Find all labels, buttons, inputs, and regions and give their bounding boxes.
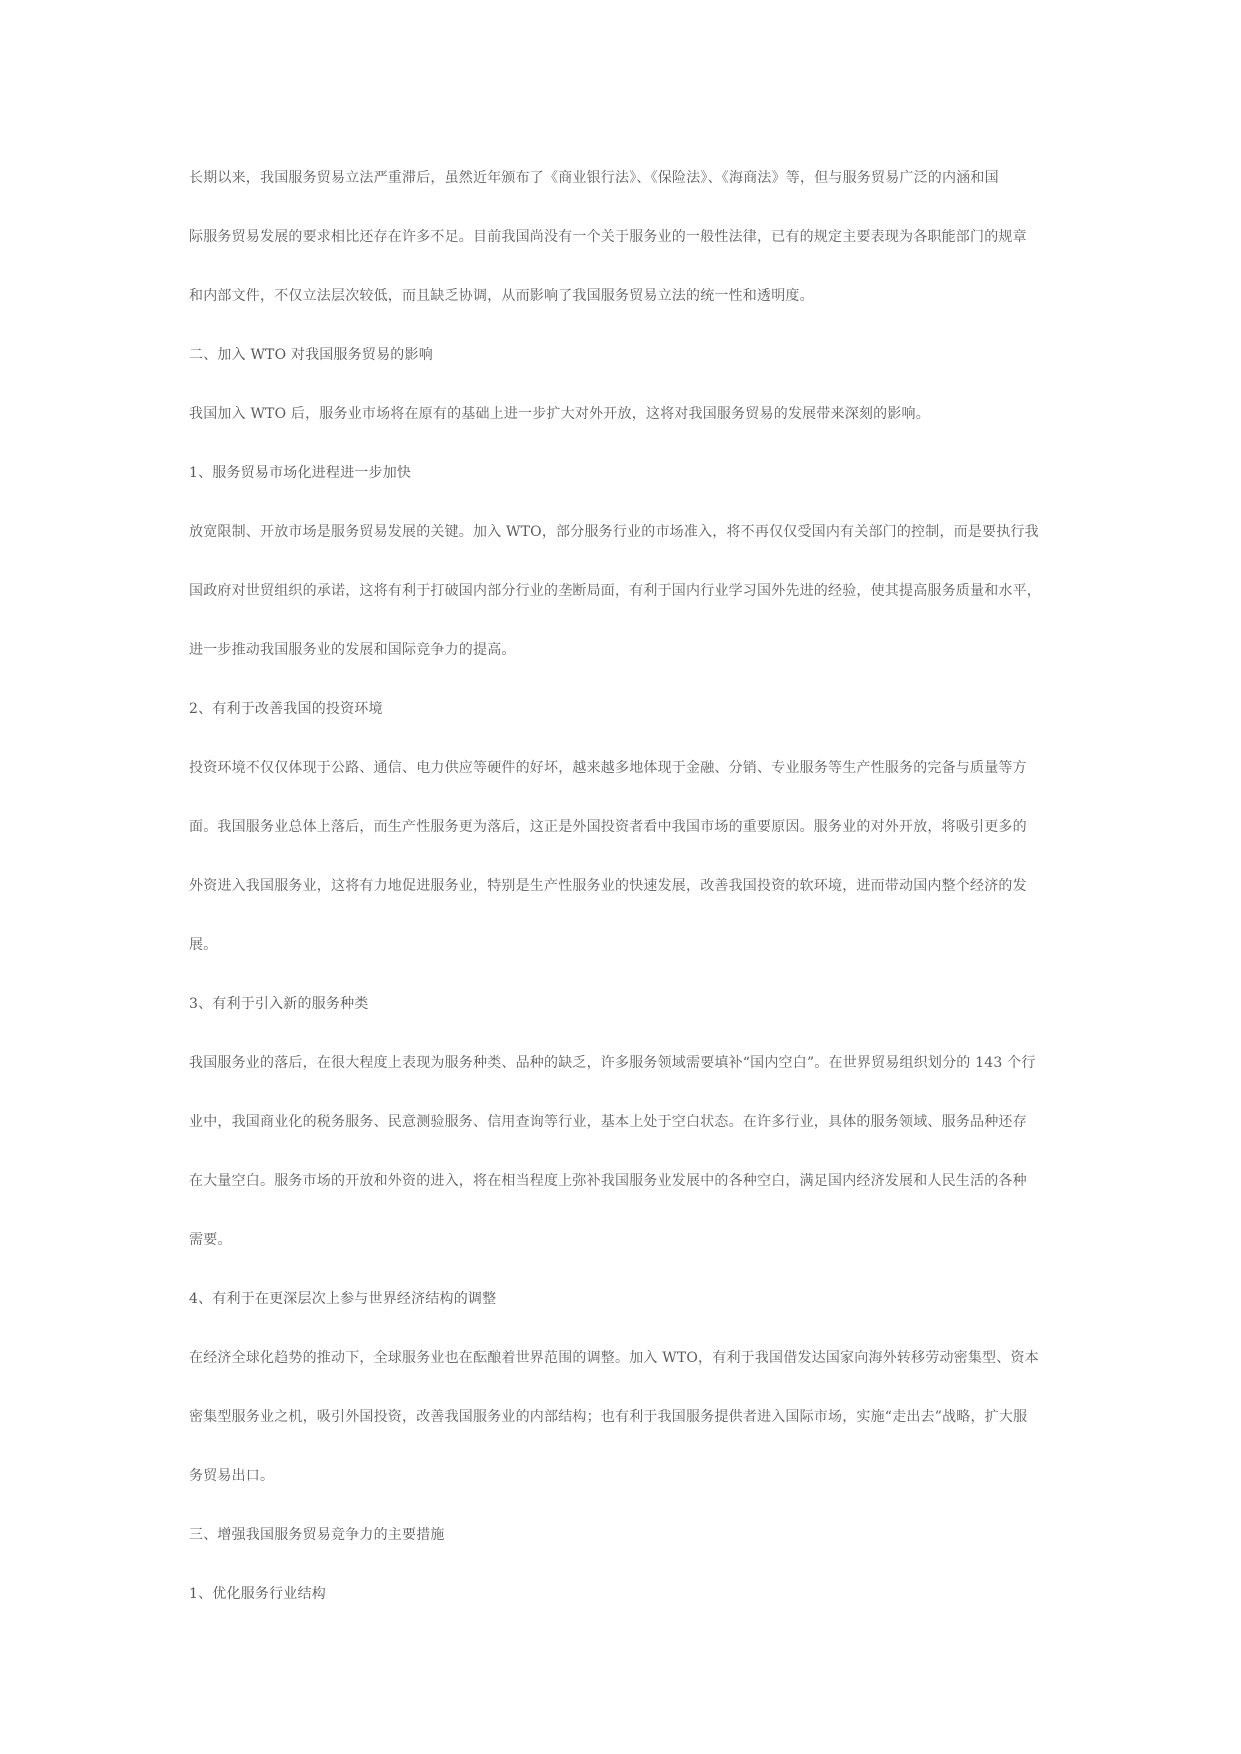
- paragraph-line: 长期以来，我国服务贸易立法严重滞后，虽然近年颁布了《商业银行法》、《保险法》、《海商法》等，但与服务贸易广泛的内涵和国: [189, 170, 999, 186]
- paragraph-line: 际服务贸易发展的要求相比还存在许多不足。目前我国尚没有一个关于服务业的一般性法律，已有的规定主要表现为各职能部门的规章: [189, 229, 1027, 245]
- paragraph-line: 外资进入我国服务业，这将有力地促进服务业，特别是生产性服务业的快速发展，改善我国投资的软环境，进而带动国内整个经济的发: [189, 878, 1027, 894]
- paragraph-line: 需要。: [189, 1232, 232, 1248]
- subsection-heading: 3、有利于引入新的服务种类: [189, 996, 369, 1012]
- paragraph-line: 密集型服务业之机，吸引外国投资，改善我国服务业的内部结构；也有利于我国服务提供者进入国际市场，实施“走出去”战略，扩大服: [189, 1409, 1028, 1425]
- paragraph-line: 放宽限制、开放市场是服务贸易发展的关键。加入 WTO，部分服务行业的市场准入，将不再仅仅受国内有关部门的控制，而是要执行我: [189, 524, 1039, 540]
- paragraph-line: 投资环境不仅仅体现于公路、通信、电力供应等硬件的好坏，越来越多地体现于金融、分销、专业服务等生产性服务的完备与质量等方: [189, 760, 1027, 776]
- subsection-heading: 1、优化服务行业结构: [189, 1586, 326, 1602]
- paragraph-line: 展。: [189, 937, 218, 953]
- paragraph-line: 国政府对世贸组织的承诺，这将有利于打破国内部分行业的垄断局面，有利于国内行业学习国外先进的经验，使其提高服务质量和水平，: [189, 583, 1041, 599]
- paragraph-line: 在大量空白。服务市场的开放和外资的进入，将在相当程度上弥补我国服务业发展中的各种空白，满足国内经济发展和人民生活的各种: [189, 1173, 1027, 1189]
- subsection-heading: 2、有利于改善我国的投资环境: [189, 701, 383, 717]
- paragraph-line: 和内部文件，不仅立法层次较低，而且缺乏协调，从而影响了我国服务贸易立法的统一性和透明度。: [189, 288, 814, 304]
- paragraph-line: 业中，我国商业化的税务服务、民意测验服务、信用查询等行业，基本上处于空白状态。在许多行业，具体的服务领域、服务品种还存: [189, 1114, 1027, 1130]
- subsection-heading: 4、有利于在更深层次上参与世界经济结构的调整: [189, 1291, 497, 1307]
- section-heading: 三、增强我国服务贸易竞争力的主要措施: [189, 1527, 445, 1543]
- paragraph-line: 在经济全球化趋势的推动下，全球服务业也在酝酿着世界范围的调整。加入 WTO，有利于我国借发达国家向海外转移劳动密集型、资本: [189, 1350, 1039, 1366]
- paragraph-line: 面。我国服务业总体上落后，而生产性服务更为落后，这正是外国投资者看中我国市场的重要原因。服务业的对外开放，将吸引更多的: [189, 819, 1027, 835]
- paragraph-line: 我国加入 WTO 后，服务业市场将在原有的基础上进一步扩大对外开放，这将对我国服务贸易的发展带来深刻的影响。: [189, 406, 930, 422]
- paragraph-line: 进一步推动我国服务业的发展和国际竞争力的提高。: [189, 642, 516, 658]
- section-heading: 二、加入 WTO 对我国服务贸易的影响: [189, 347, 433, 363]
- paragraph-line: 我国服务业的落后，在很大程度上表现为服务种类、品种的缺乏，许多服务领域需要填补“国内空白”。在世界贸易组织划分的 143 个行: [189, 1055, 1036, 1071]
- paragraph-line: 务贸易出口。: [189, 1468, 275, 1484]
- subsection-heading: 1、服务贸易市场化进程进一步加快: [189, 465, 412, 481]
